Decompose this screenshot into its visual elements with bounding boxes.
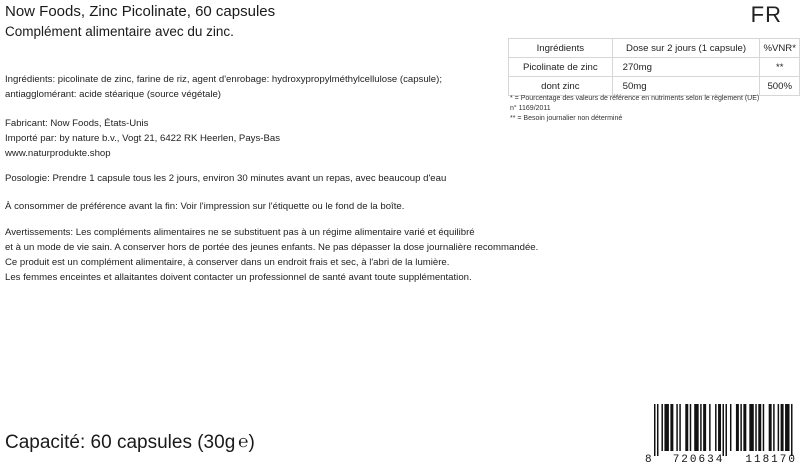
- nutrition-header-dose: Dose sur 2 jours (1 capsule): [612, 39, 760, 58]
- barcode-bar: [723, 404, 724, 456]
- warnings-line-2: et à un mode de vie sain. A conserver hors de portée des jeunes enfants. Ne pas dépasser la dose journalière recommandée.: [5, 242, 539, 253]
- best-before-block: [5, 199, 404, 214]
- barcode-bar: [743, 404, 746, 451]
- nutrition-table: [508, 38, 800, 96]
- nutrition-cell-nrv: 500%: [760, 77, 800, 96]
- estimated-sign-icon: ℮: [238, 432, 249, 451]
- warnings-line-4: Les femmes enceintes et allaitantes doivent contacter un professionnel de santé avant toute supplémentation.: [5, 272, 472, 283]
- footnote-nrv: * = Pourcentage des valeurs de référence en nutriments selon le règlement (UE): [510, 95, 760, 102]
- barcode-bar: [703, 404, 706, 451]
- nutrition-table-header: [509, 39, 800, 58]
- barcode-bar: [690, 404, 691, 451]
- barcode-bar: [661, 404, 662, 451]
- barcode-graphic: [654, 404, 794, 456]
- nutrition-cell-dose: 50mg: [612, 77, 760, 96]
- capacity-close: ): [248, 432, 255, 453]
- barcode-bar: [725, 404, 726, 456]
- barcode-bar: [657, 404, 658, 456]
- ingredients-line-1: Ingrédients: picolinate de zinc, farine de riz, agent d'enrobage: hydroxypropylméthylcellulose (capsule);: [5, 74, 442, 85]
- website-line: www.naturprodukte.shop: [5, 148, 111, 159]
- warnings-line-3: Ce produit est un complément alimentaire, à conserver dans un endroit frais et sec, à l'abri de la lumière.: [5, 257, 450, 268]
- footnote-regulation: n° 1169/2011: [510, 105, 551, 112]
- barcode-bar: [676, 404, 677, 451]
- barcode-group-right: 118170: [745, 454, 797, 466]
- barcode-bar: [685, 404, 688, 451]
- nutrition-footnotes: [510, 94, 759, 124]
- ingredients-line-2: antiagglomérant: acide stéarique (source végétale): [5, 89, 221, 100]
- table-row: [509, 77, 800, 96]
- barcode-number: [645, 454, 797, 466]
- barcode-bar: [758, 404, 761, 451]
- barcode-bar: [709, 404, 710, 451]
- barcode-bar: [654, 404, 655, 456]
- barcode-bar: [736, 404, 739, 451]
- manufacturer-block: [5, 116, 280, 161]
- capacity-statement: [5, 432, 255, 454]
- product-subtitle: Complément alimentaire avec du zinc.: [5, 24, 234, 39]
- nutrition-cell-ingredient: dont zinc: [509, 77, 613, 96]
- capacity-label: Capacité: 60 capsules (30g: [5, 432, 236, 453]
- barcode-bar: [715, 404, 716, 451]
- barcode-bar: [755, 404, 756, 451]
- importer-line: Importé par: by nature b.v., Vogt 21, 6422 RK Heerlen, Pays-Bas: [5, 133, 280, 144]
- barcode-bar: [778, 404, 779, 451]
- product-title: Now Foods, Zinc Picolinate, 60 capsules: [5, 3, 276, 20]
- barcode-bar: [785, 404, 789, 451]
- table-row: [509, 58, 800, 77]
- barcode-bar: [740, 404, 741, 451]
- barcode-bar: [670, 404, 673, 451]
- ingredients-block: [5, 72, 442, 102]
- nutrition-cell-ingredient: Picolinate de zinc: [509, 58, 613, 77]
- barcode-bar: [694, 404, 698, 451]
- nutrition-header-nrv: %VNR*: [760, 39, 800, 58]
- language-code: FR: [750, 2, 782, 27]
- manufacturer-line: Fabricant: Now Foods, États-Unis: [5, 118, 149, 129]
- nutrition-cell-dose: 270mg: [612, 58, 760, 77]
- barcode-bar: [664, 404, 668, 451]
- best-before-line: À consommer de préférence avant la fin: Voir l'impression sur l'étiquette ou le fond de la boîte.: [5, 201, 405, 212]
- barcode-bar: [769, 404, 772, 451]
- barcode-group-left: 720634: [672, 454, 725, 466]
- barcode-bar: [718, 404, 721, 451]
- dosage-block: [5, 171, 446, 186]
- barcode-first-digit: 8: [645, 454, 652, 466]
- warnings-line-1: Avertissements: Les compléments alimentaires ne se substituent pas à un régime alimentaire varié et équilibré: [5, 227, 475, 238]
- barcode-bar: [791, 404, 792, 456]
- footnote-daily-need: ** = Besoin journalier non déterminé: [510, 115, 623, 122]
- barcode-bar: [749, 404, 753, 451]
- nutrition-header-ingredient: Ingrédients: [509, 39, 613, 58]
- barcode-bar: [700, 404, 701, 451]
- barcode-bar: [781, 404, 784, 451]
- barcode-bar: [679, 404, 680, 451]
- nutrition-cell-nrv: **: [760, 58, 800, 77]
- barcode-bar: [730, 404, 731, 451]
- warnings-block: [5, 225, 538, 285]
- barcode-bar: [773, 404, 774, 451]
- barcode-bar: [763, 404, 764, 451]
- dosage-line: Posologie: Prendre 1 capsule tous les 2 jours, environ 30 minutes avant un repas, avec beaucoup d'eau: [5, 173, 447, 184]
